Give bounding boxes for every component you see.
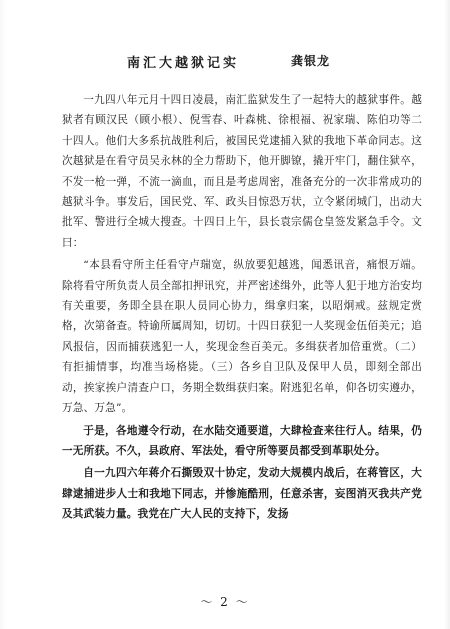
paragraph: “本县看守所主任看守卢瑞宽，纵放要犯越逃，闻悉讯音，痛恨万端。除将看守所负责人员全部扣押讯究，并严密述缉外，此等人犯于地方治安均有关重要，务即全县在职人员同心协力，缉拿归案，以昭炯戒。兹规定赏格，次第备查。特谕所属周知，切切。十四日获犯一人奖现金伍佰美元；追风报信，因而捕获逃犯一人，奖现金叁百美元。多缉获者加倍重赏。（二）有拒捕情事，均准当场格毙。（三）各乡自卫队及保甲人员，即刻全部出动，挨家挨户清查户口，务期全数缉获归案。附逃犯名单，仰各切实遵办，万急、万急”。 xyxy=(62,259,422,415)
title-row xyxy=(0,52,450,72)
document-title: 南汇大越狱记实 xyxy=(127,56,240,71)
paragraph: 于是，各地遵令行动，在水陆交通要道，大肆检查来往行人。结果，仍一无所获。不久，县政府、军法处，看守所等要员都受到革职处分。 xyxy=(62,424,422,457)
author-name: 龚银龙 xyxy=(291,54,331,68)
paragraph: 自一九四六年蒋介石撕毁双十协定，发动大规模内战后，在蒋管区，大肆逮捕进步人士和我地下同志，并惨施酷刑，任意杀害，妄图消灭我共产党及其武装力量。我党在广大人民的支持下，发扬 xyxy=(62,467,422,521)
paragraph: 一九四八年元月十四日凌晨，南汇监狱发生了一起特大的越狱事件。越狱者有顾汉民（顾小根）、倪雪春、叶森桃、徐根福、祝家瑞、陈伯功等二十四人。他们大多系抗战胜利后，被国民党逮捕入狱的我地下革命同志。这次越狱是在看守员吴永林的全力帮助下，他开脚镣，撬开牢门，翻住狱卒，不发一枪一弹，不流一滴血，而且是考虑周密，准备充分的一次非常成功的越狱斗争。事发后，国民党、军、政头目惊恐万状，立令紧闭城门，出动大批军、警进行全城大搜查。十四日上午，县长袁宗儒仓皇签发紧急手令。文曰： xyxy=(62,94,422,249)
document-body xyxy=(62,90,422,527)
page-number: ～ 2 ～ xyxy=(200,595,250,609)
